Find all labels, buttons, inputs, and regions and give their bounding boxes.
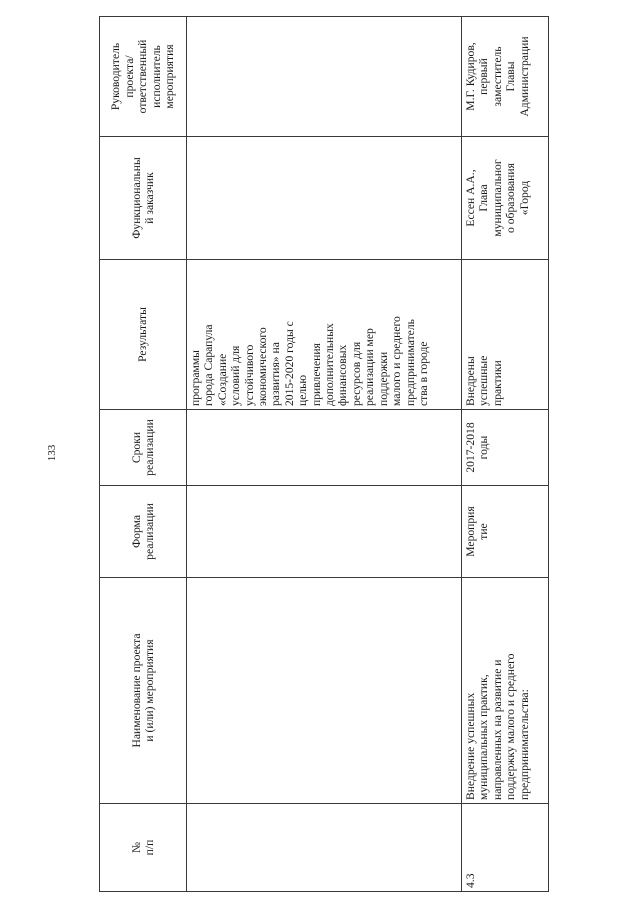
cell-form (187, 486, 462, 578)
cell-form: Мероприя тие (462, 486, 549, 578)
cell-num: 4.3 (462, 804, 549, 892)
cell-head: М.Г. Кудиров, первый заместитель Главы Администрации (462, 17, 549, 137)
header-name: Наименование проекта и (или) мероприятия (100, 578, 187, 804)
cell-customer (187, 137, 462, 260)
table-header-row (100, 17, 187, 892)
header-customer: Функциональны й заказчик (100, 137, 187, 260)
cell-customer: Ессен А.А., Глава муниципальног о образования «Город (462, 137, 549, 260)
cell-results: Внедрены успешные практики (462, 260, 549, 410)
projects-table (99, 16, 549, 892)
table-row (462, 17, 549, 892)
header-head: Руководитель проекта/ ответственный исполнитель мероприятия (100, 17, 187, 137)
cell-name: Внедрение успешных муниципальных практик, направленных на развитие и поддержку малого и среднего предпринимательства: (462, 578, 549, 804)
cell-term (187, 410, 462, 486)
cell-term: 2017-2018 годы (462, 410, 549, 486)
cell-head (187, 17, 462, 137)
header-num: № п/п (100, 804, 187, 892)
table-row (187, 17, 462, 892)
header-form: Форма реализации (100, 486, 187, 578)
header-results: Результаты (100, 260, 187, 410)
cell-name (187, 578, 462, 804)
page-number: 133 (46, 444, 58, 462)
cell-results: программы города Сарапула «Создание условий для устойчивого экономического развития» на 2015-2020 годы с целью привлечения дополнительных финансовых ресурсов для реализации мер поддержки малого и среднего предприниматель ства в городе (187, 260, 462, 410)
rotated-table-container (99, 17, 587, 892)
header-term: Сроки реализации (100, 410, 187, 486)
cell-num (187, 804, 462, 892)
